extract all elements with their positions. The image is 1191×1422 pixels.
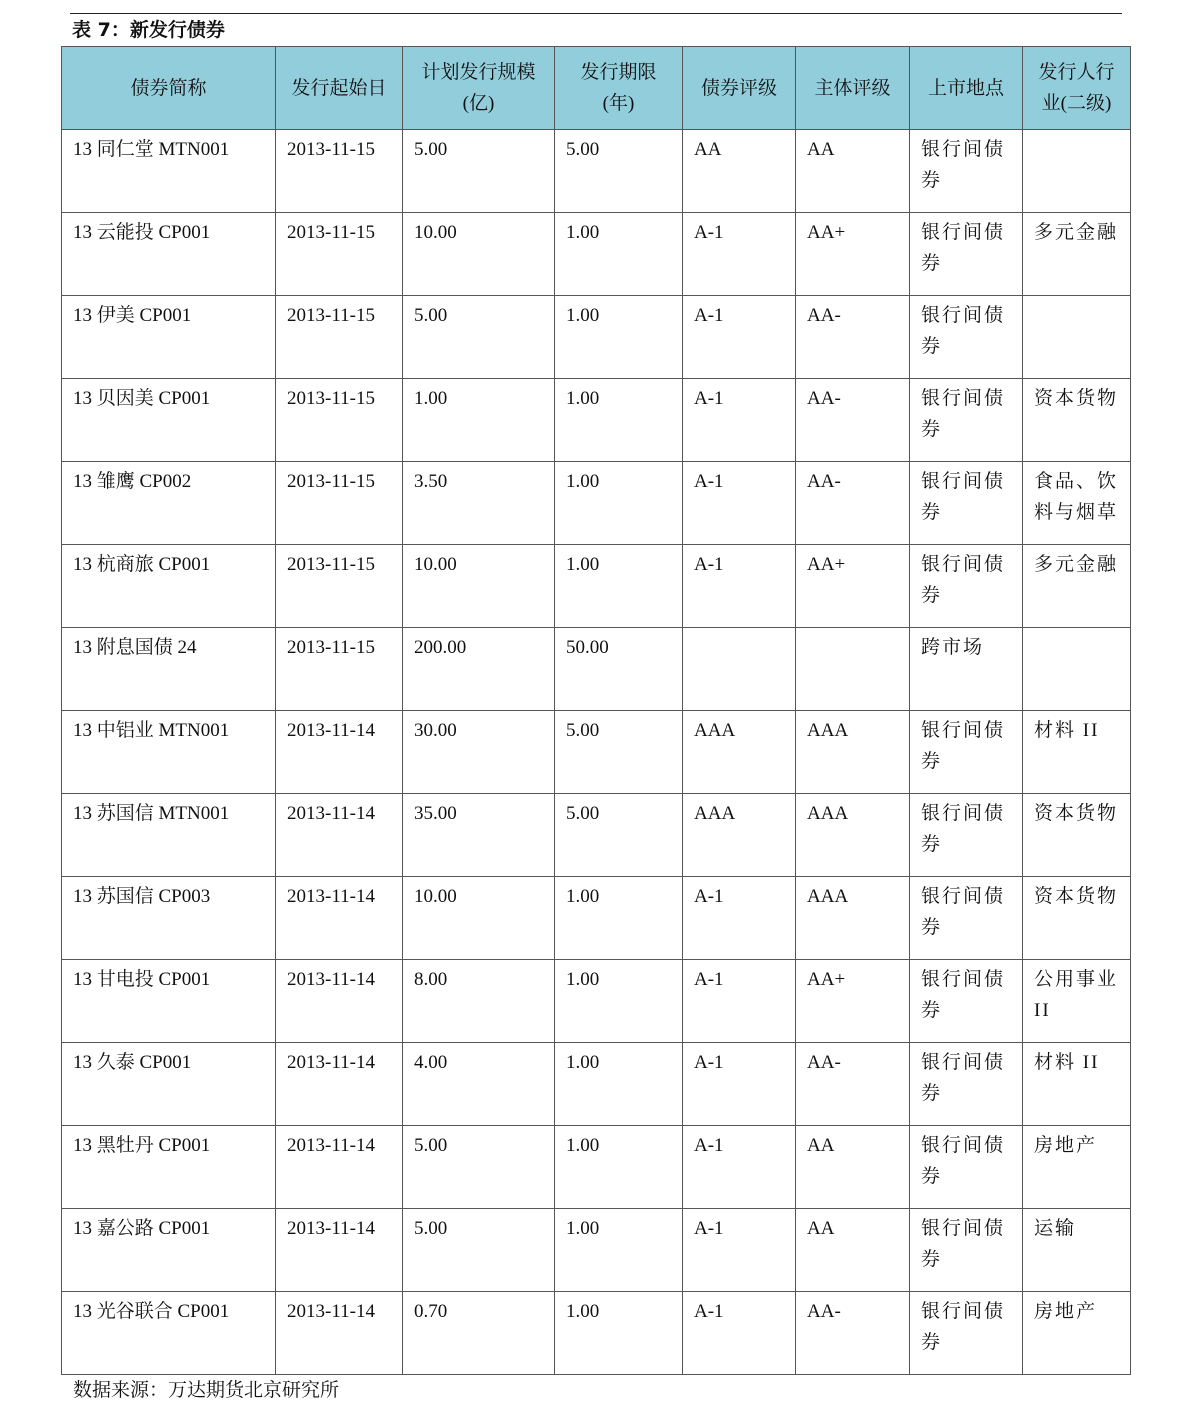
new-bonds-table [61,46,1131,1375]
cell-term: 1.00 [555,1292,683,1375]
cell-issue-size: 8.00 [403,960,555,1043]
cell-issue-size: 4.00 [403,1043,555,1126]
cell-bond-rating: A-1 [683,462,796,545]
header-industry [1023,47,1131,130]
cell-bond-name: 13 黑牡丹 CP001 [62,1126,276,1209]
cell-bond-name: 13 同仁堂 MTN001 [62,130,276,213]
cell-listing-venue: 银行间债券 [910,711,1023,794]
cell-bond-rating: AA [683,130,796,213]
table-row [62,296,1131,379]
cell-listing-venue: 银行间债券 [910,462,1023,545]
cell-issuer-rating: AA- [796,296,910,379]
cell-listing-venue: 银行间债券 [910,1209,1023,1292]
cell-bond-rating: AAA [683,794,796,877]
cell-issue-date: 2013-11-15 [276,379,403,462]
cell-issue-size: 0.70 [403,1292,555,1375]
cell-issuer-rating: AA [796,1126,910,1209]
header-bond-name [62,47,276,130]
cell-issuer-rating: AA+ [796,213,910,296]
cell-term: 1.00 [555,1126,683,1209]
cell-issue-date: 2013-11-15 [276,213,403,296]
cell-issue-date: 2013-11-14 [276,877,403,960]
cell-industry: 房地产 [1023,1292,1131,1375]
cell-bond-rating: A-1 [683,1292,796,1375]
cell-bond-name: 13 贝因美 CP001 [62,379,276,462]
cell-industry: 材料 II [1023,711,1131,794]
cell-issue-size: 10.00 [403,213,555,296]
cell-issue-size: 10.00 [403,877,555,960]
table-row [62,794,1131,877]
cell-bond-name: 13 杭商旅 CP001 [62,545,276,628]
header-issuer-rating [796,47,910,130]
cell-issuer-rating: AA- [796,379,910,462]
cell-issue-date: 2013-11-15 [276,545,403,628]
cell-industry: 资本货物 [1023,877,1131,960]
cell-listing-venue: 银行间债券 [910,296,1023,379]
cell-issue-size: 5.00 [403,296,555,379]
cell-issue-size: 5.00 [403,1209,555,1292]
header-text: 债券评级 [700,77,777,99]
cell-bond-rating: A-1 [683,1209,796,1292]
cell-issuer-rating: AA- [796,462,910,545]
cell-term: 1.00 [555,960,683,1043]
cell-bond-rating: A-1 [683,1043,796,1126]
table-row [62,1209,1131,1292]
cell-listing-venue: 银行间债券 [910,379,1023,462]
header-text: 发行期限(年) [580,62,657,114]
cell-bond-name: 13 伊美 CP001 [62,296,276,379]
cell-bond-rating: A-1 [683,960,796,1043]
cell-term: 5.00 [555,711,683,794]
cell-issue-size: 1.00 [403,379,555,462]
cell-bond-rating: A-1 [683,213,796,296]
cell-bond-name: 13 中铝业 MTN001 [62,711,276,794]
cell-listing-venue: 银行间债券 [910,545,1023,628]
table-row [62,545,1131,628]
table-row [62,130,1131,213]
cell-bond-rating [683,628,796,711]
cell-issue-size: 5.00 [403,1126,555,1209]
table-row [62,1292,1131,1375]
cell-industry: 资本货物 [1023,379,1131,462]
cell-issuer-rating: AA- [796,1292,910,1375]
cell-listing-venue: 银行间债券 [910,877,1023,960]
cell-term: 1.00 [555,462,683,545]
cell-issue-size: 30.00 [403,711,555,794]
cell-bond-rating: A-1 [683,296,796,379]
header-term [555,47,683,130]
cell-term: 1.00 [555,213,683,296]
cell-term: 50.00 [555,628,683,711]
cell-issuer-rating: AA [796,1209,910,1292]
cell-issuer-rating: AAA [796,711,910,794]
header-text: 上市地点 [927,77,1004,99]
cell-bond-name: 13 光谷联合 CP001 [62,1292,276,1375]
cell-industry: 多元金融 [1023,545,1131,628]
cell-term: 1.00 [555,379,683,462]
cell-listing-venue: 银行间债券 [910,794,1023,877]
cell-term: 1.00 [555,296,683,379]
cell-issue-date: 2013-11-15 [276,296,403,379]
cell-listing-venue: 银行间债券 [910,213,1023,296]
cell-listing-venue: 跨市场 [910,628,1023,711]
cell-listing-venue: 银行间债券 [910,130,1023,213]
cell-issuer-rating: AA+ [796,960,910,1043]
cell-industry [1023,130,1131,213]
cell-industry [1023,296,1131,379]
cell-industry: 食品、饮料与烟草 [1023,462,1131,545]
header-issue-date [276,47,403,130]
header-text: 债券简称 [130,77,207,99]
cell-issue-date: 2013-11-14 [276,1126,403,1209]
table-title: 表 7：新发行债券 [72,19,225,41]
header-text: 发行人行 [1038,62,1115,83]
header-text: 计划发行规模 [421,62,536,83]
header-text: 发行起始日 [291,77,387,99]
cell-industry: 房地产 [1023,1126,1131,1209]
cell-issuer-rating: AAA [796,794,910,877]
cell-issue-date: 2013-11-14 [276,960,403,1043]
cell-listing-venue: 银行间债券 [910,960,1023,1043]
cell-industry [1023,628,1131,711]
cell-bond-name: 13 嘉公路 CP001 [62,1209,276,1292]
cell-listing-venue: 银行间债券 [910,1043,1023,1126]
header-issue-size [403,47,555,130]
cell-term: 5.00 [555,130,683,213]
cell-bond-name: 13 苏国信 CP003 [62,877,276,960]
table-row [62,628,1131,711]
cell-industry: 公用事业 II [1023,960,1131,1043]
table-row [62,877,1131,960]
cell-issue-size: 10.00 [403,545,555,628]
cell-bond-rating: A-1 [683,545,796,628]
cell-industry: 多元金融 [1023,213,1131,296]
cell-issue-size: 5.00 [403,130,555,213]
cell-bond-name: 13 云能投 CP001 [62,213,276,296]
cell-term: 1.00 [555,1043,683,1126]
cell-bond-name: 13 雏鹰 CP002 [62,462,276,545]
cell-bond-rating: A-1 [683,1126,796,1209]
header-text: 主体评级 [814,77,891,99]
header-text: 业(二级) [1041,93,1112,114]
header-listing-venue [910,47,1023,130]
cell-issue-date: 2013-11-15 [276,628,403,711]
cell-industry: 材料 II [1023,1043,1131,1126]
data-source: 数据来源：万达期货北京研究所 [73,1380,340,1401]
table-row [62,379,1131,462]
cell-issue-date: 2013-11-14 [276,794,403,877]
cell-issuer-rating: AA- [796,1043,910,1126]
table-row [62,213,1131,296]
cell-issue-size: 3.50 [403,462,555,545]
cell-bond-rating: A-1 [683,877,796,960]
cell-term: 5.00 [555,794,683,877]
cell-term: 1.00 [555,877,683,960]
cell-bond-rating: AAA [683,711,796,794]
cell-listing-venue: 银行间债券 [910,1126,1023,1209]
cell-bond-name: 13 附息国债 24 [62,628,276,711]
top-rule [70,13,1122,14]
cell-issuer-rating: AA+ [796,545,910,628]
cell-bond-rating: A-1 [683,379,796,462]
cell-industry: 运输 [1023,1209,1131,1292]
table-row [62,1126,1131,1209]
cell-issue-date: 2013-11-14 [276,711,403,794]
cell-industry: 资本货物 [1023,794,1131,877]
cell-issue-date: 2013-11-15 [276,462,403,545]
table-row [62,1043,1131,1126]
cell-issuer-rating [796,628,910,711]
cell-term: 1.00 [555,1209,683,1292]
cell-bond-name: 13 久泰 CP001 [62,1043,276,1126]
cell-issue-size: 200.00 [403,628,555,711]
cell-issue-date: 2013-11-15 [276,130,403,213]
cell-issue-date: 2013-11-14 [276,1292,403,1375]
header-text: (亿) [462,93,495,114]
table-row [62,960,1131,1043]
header-bond-rating [683,47,796,130]
table-row [62,711,1131,794]
table-row [62,462,1131,545]
cell-term: 1.00 [555,545,683,628]
cell-issue-size: 35.00 [403,794,555,877]
header-row [62,47,1131,130]
cell-bond-name: 13 苏国信 MTN001 [62,794,276,877]
cell-issue-date: 2013-11-14 [276,1043,403,1126]
cell-issuer-rating: AAA [796,877,910,960]
cell-issue-date: 2013-11-14 [276,1209,403,1292]
table-container [61,46,1130,1403]
cell-listing-venue: 银行间债券 [910,1292,1023,1375]
cell-bond-name: 13 甘电投 CP001 [62,960,276,1043]
cell-issuer-rating: AA [796,130,910,213]
